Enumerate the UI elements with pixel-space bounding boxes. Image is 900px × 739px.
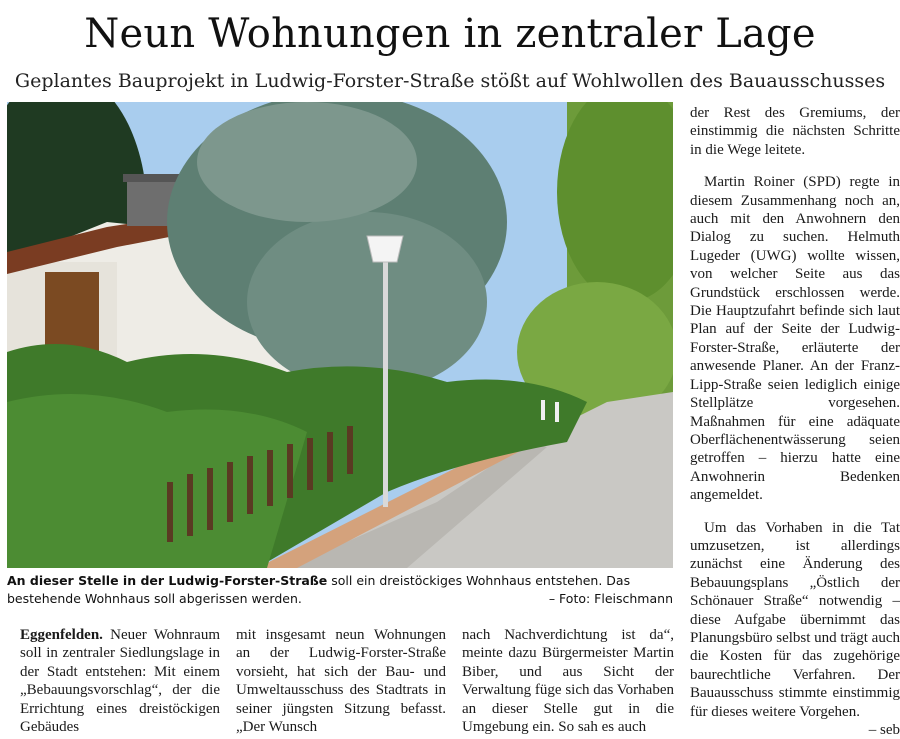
body-column-4	[690, 104, 900, 739]
body-text-2: mit insgesamt neun Wohnungen an der Ludwig-Forster-Straße vorsieht, hat sich der Bau- und Umweltausschuss des Stadtrats in seiner jüngsten Sitzung befasst. „Der Wunsch	[236, 627, 446, 736]
body-text-3: nach Nachverdichtung ist da“, meinte dazu Bürgermeister Martin Biber, und aus Sicht der Verwaltung füge sich das Vorhaben an dieser Stelle gut in die Umgebung ein. So sah es auch	[462, 627, 674, 736]
author-signature: – seb	[868, 722, 900, 738]
body-paragraph-2: Martin Roiner (SPD) regte in diesem Zusammenhang noch an, auch mit den Anwohnern den Dialog zu suchen. Helmuth Lugeder (UWG) wollte wissen, von welcher Seite aus das Grundstück erschlossen werde. Die Hauptzufahrt befinde sich laut Plan auf der Seite der Ludwig-Forster-Straße, erläuterte der anwesende Planer. An der Franz-Lipp-Straße seien lediglich einige Stellplätze vorgesehen. Maßnahmen für eine adäquate Oberflächenentwässerung seien getroffen – hierzu hatte eine Anwohnerin Bedenken angemeldet.	[690, 174, 900, 504]
body-column-3	[462, 626, 674, 736]
article-photo	[7, 102, 673, 568]
body-paragraph-3: Um das Vorhaben in die Tat umzusetzen, ist allerdings zunächst eine Änderung des Bebauungsplans „Östlich der Schönauer Straße“ notwendig – diese Aufgabe übernimmt das Planungsbüro selbst und trägt auch die Kosten für das zugehörige baurechtliche Verfahren. Der Bauausschuss stimmte einstimmig für dieses weitere Vorgehen.	[690, 519, 900, 720]
body-paragraph-1: der Rest des Gremiums, der einstimmig die nächsten Schritte in die Wege leitete.	[690, 105, 900, 158]
photo-caption	[7, 572, 673, 608]
caption-lead: An dieser Stelle in der Ludwig-Forster-Straße	[7, 573, 328, 588]
photo-credit: – Foto: Fleischmann	[548, 591, 673, 606]
caption-text: soll ein dreistöckiges Wohnhaus entstehen. Das bestehende Wohnhaus soll abgerissen werden.	[7, 573, 631, 606]
subheadline: Geplantes Bauprojekt in Ludwig-Forster-Straße stößt auf Wohlwollen des Bauausschusses	[14, 70, 886, 92]
body-column-2	[236, 626, 446, 736]
body-column-1	[20, 626, 220, 736]
dateline: Eggenfelden.	[20, 627, 103, 643]
body-text-1: Neuer Wohnraum soll in zentraler Siedlungslage in der Stadt entstehen: Mit einem „Bebauungsvorschlag“, der die Errichtung eines dreistöckigen Gebäudes	[20, 627, 220, 736]
headline: Neun Wohnungen in zentraler Lage	[84, 11, 816, 57]
